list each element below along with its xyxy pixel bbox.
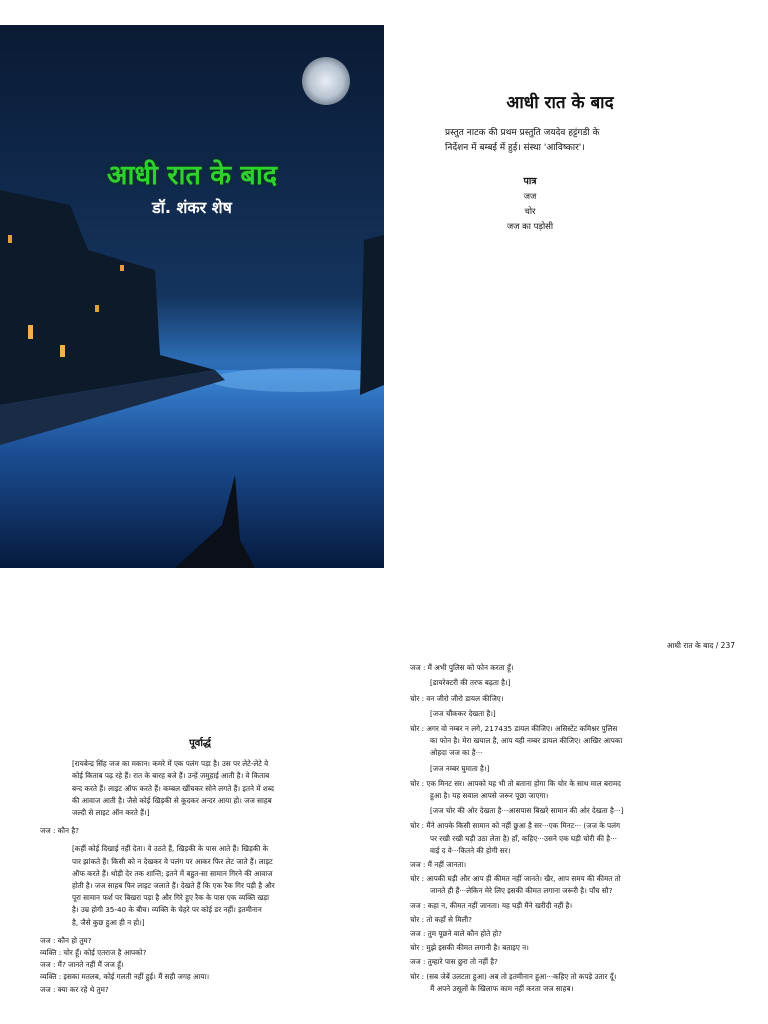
dialogue-line: चोर : मैंने आपके किसी सामान को नहीं छुआ है सर···एक मिनट··· (जज के पलंग	[410, 821, 620, 831]
running-head: आधी रात के बाद / 237	[666, 641, 735, 650]
text-line: पार झांकते हैं। किसी को न देखकर वे पलंग पर आकर फिर लेट जाते हैं। लाइट	[72, 856, 273, 866]
dialogue-line: व्यक्ति : इसका मतलब, कोई गलती नहीं हुई। मैं सही जगह आया।	[40, 972, 210, 982]
stage-direction	[72, 843, 360, 928]
dialogue-line: [जज चोर की ओर देखता है···आसपास बिखरे सामान की ओर देखता है···]	[430, 806, 624, 816]
dialogue-line: [डायरेक्टरी की तरफ बढ़ता है।]	[430, 678, 511, 688]
text-line: [कहीं कोई दिखाई नहीं देता। वे उठते हैं, खिड़की के पास आते हैं। खिड़की के	[72, 844, 269, 854]
text-page-right	[410, 640, 735, 995]
dialogue-line: व्यक्ति : चोर हूँ। कोई एतराज है आपको?	[40, 948, 147, 958]
dialogue-block	[410, 662, 735, 995]
cover-illustration	[0, 25, 384, 568]
text-line: ऑफ करते हैं। थोड़ी देर तक शान्ति; इतने में बहुत-सा सामान गिरने की आवाज	[72, 868, 273, 878]
dialogue-line: का फोन है। मेरा खयाल है, आप यही नम्बर डायल कीजिए। आखिर आपका	[430, 736, 623, 746]
dialogue-line: जज : कौन है?	[40, 826, 79, 836]
characters-heading: पात्र	[523, 176, 537, 187]
dialogue-line: पर रखी रखी घड़ी उठा लेता है) हाँ, कहिए···उसने एक घड़ी चोरी की है···	[430, 833, 617, 843]
page-title: आधी रात के बाद	[506, 93, 614, 113]
text-line: है, जैसे कुछ हुआ ही न हो।]	[72, 917, 145, 927]
note-line: प्रस्तुत नाटक की प्रथम प्रस्तुति जयदेव हट्टंगडी के	[445, 128, 600, 138]
dialogue-line: वाई द वे···कितने की होगी सर।	[430, 845, 511, 855]
dialogue-line: चोर : आपकी घड़ी और आप ही कीमत नहीं जानते। खैर, आप समय की कीमत तो	[410, 874, 621, 884]
dialogue-line: जज : कहा न, कीमत नहीं जानता। यह घड़ी मैंने खरीदी नहीं है।	[410, 900, 573, 910]
dialogue-line: ओहदा जज का है···	[430, 748, 483, 758]
text-line: बन्द करते हैं। लाइट ऑफ करते हैं। कम्बल खींचकर सोने लगते हैं। इतने में शब्द	[72, 783, 274, 793]
character-item: चोर	[524, 207, 536, 217]
production-note	[445, 126, 685, 156]
text-line: जल्दी से लाइट ऑन करते हैं।]	[72, 808, 150, 818]
cover-title: आधी रात के बाद	[106, 160, 278, 191]
character-item: जज	[523, 192, 537, 202]
dialogue-line: जज : मैं अभी पुलिस को फोन करता हूँ।	[410, 663, 514, 673]
dialogue-line: चोर : एक मिनट सर। आपको यह भी तो बताना होगा कि चोर के साथ माल बरामद	[410, 778, 621, 788]
dialogue-line: जानते ही हैं···लेकिन मेरे लिए इसकी कीमत लगाना जरूरी है। पाँच सौ?	[430, 886, 613, 896]
text-page-left	[40, 738, 360, 996]
dialogue-line: जज : कौन हो तुम?	[40, 935, 92, 945]
text-line: है। उम्र होगी 35-40 के बीच। व्यक्ति के चेहरे पर कोई डर नहीं। इतमीनान	[72, 905, 262, 915]
dialogue-line: चोर : अगर वो नम्बर न लगे, 217435 डायल कीजिए। असिस्टेंट कमिश्नर पुलिस	[410, 724, 618, 734]
stage-direction	[72, 758, 360, 819]
dialogue-line: [जज नम्बर घुमाता है।]	[430, 763, 490, 773]
text-line: कोई किताब पढ़ रहे हैं। रात के बारह बजे हैं। उन्हें जमुहाई आती है। वे किताब	[72, 771, 270, 781]
dialogue-line: जज : तुम पूछने वाले कौन होते हो?	[410, 929, 502, 939]
dialogue-line: जज : तुम्हारे पास छुरा तो नहीं है?	[410, 957, 498, 967]
dialogue-line: जज : क्या कर रहे थे तुम?	[40, 984, 109, 994]
dialogue-line: चोर : वन जीरो जीरो डायल कीजिए।	[410, 693, 504, 703]
book-cover	[0, 25, 384, 568]
text-line: पूरा सामान फर्श पर बिखरा पड़ा है और गिरे हुए रैक के पास एक व्यक्ति खड़ा	[72, 893, 269, 903]
dialogue-line: चोर : (सब जेबें उलटता हुआ) अब तो इतमीनान हुआ···कहिए तो कपड़े उतार दूँ।	[410, 971, 617, 981]
cover-author: डॉ. शंकर शेष	[152, 198, 232, 217]
note-line: निर्देशन में बम्बई में हुई। संस्था 'आविष्कार'।	[445, 143, 585, 153]
dialogue-line: जज : मैं? जानते नहीं मैं जज हूँ।	[40, 960, 124, 970]
dialogue-line: जज : मैं नहीं जानता।	[410, 860, 467, 870]
text-line: की आवाज आती है। जैसे कोई खिड़की से कूदकर अन्दर आया हो। जज साहब	[72, 795, 272, 805]
dialogue-line: [जज चौंककर देखता है।]	[430, 708, 496, 718]
dialogue-line: चोर : तो कहाँ से मिली?	[410, 914, 472, 924]
dialogue-line: हुआ है। यह सवाल आपसे जरूर पूछा जाएगा।	[430, 791, 549, 801]
dialogue-line: चोर : मुझे इसकी कीमत लगानी है। बताइए न।	[410, 943, 529, 953]
text-line: [रायबेन्द्र सिंह जज का मकान। कमरे में एक पलंग पड़ा है। उस पर लेटे-लेटे वे	[72, 759, 269, 769]
character-item: जज का पड़ोसी	[506, 222, 554, 232]
text-line: होती है। जज साहब फिर लाइट जलाते हैं। देखते हैं कि एक रैक गिर पड़ी है और	[72, 881, 275, 891]
moon-icon	[302, 57, 350, 105]
section-heading: पूर्वार्द्ध	[189, 738, 211, 749]
dialogue-line: मैं अपने उसूलों के खिलाफ काम नहीं करता जज साहब।	[430, 983, 574, 993]
